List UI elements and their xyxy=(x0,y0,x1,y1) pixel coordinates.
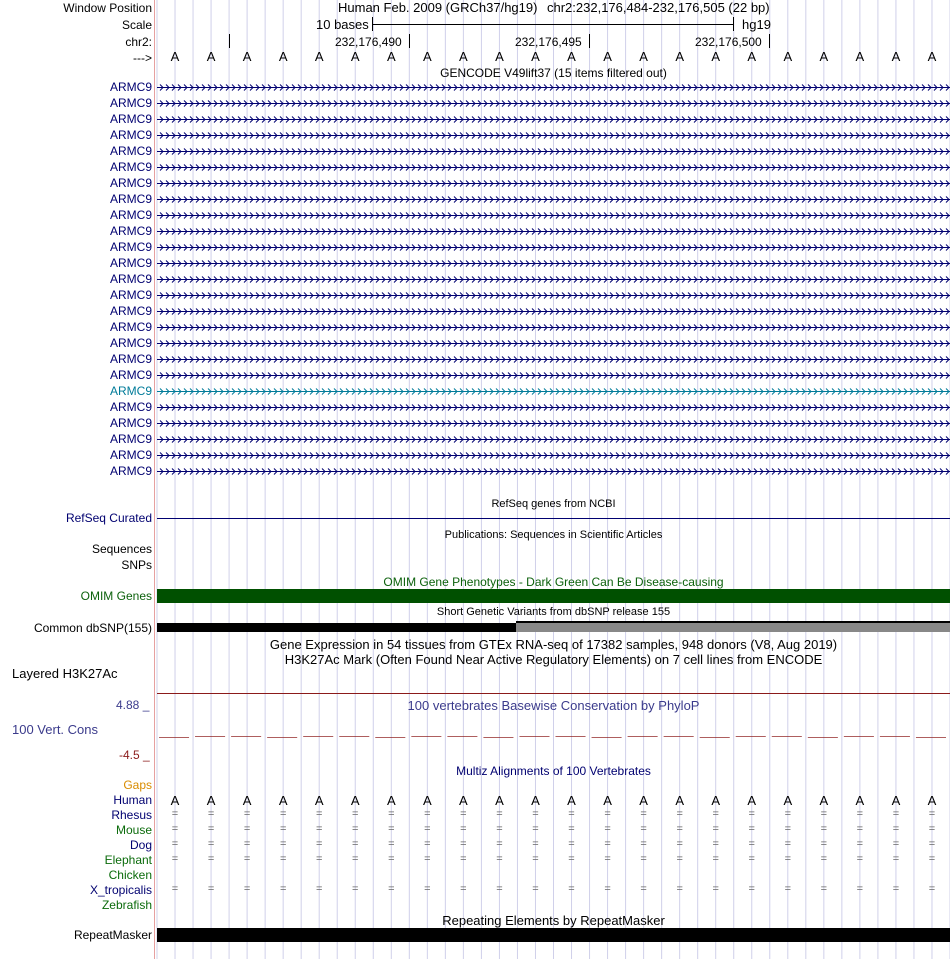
chrom-label: chr2: xyxy=(125,35,152,49)
h3k27ac-track-title: H3K27Ac Mark (Often Found Near Active Regulatory Elements) on 7 cell lines from ENCODE xyxy=(284,652,823,667)
gencode-transcript[interactable] xyxy=(157,208,950,222)
alignment-match: = xyxy=(279,853,287,865)
gencode-gene-label[interactable]: ARMC9 xyxy=(109,416,152,430)
assembly-text: Human Feb. 2009 (GRCh37/hg19) xyxy=(338,0,538,15)
gencode-gene-label[interactable]: ARMC9 xyxy=(109,208,152,222)
base-letter: A xyxy=(819,49,829,64)
multiz-track-title: Multiz Alignments of 100 Vertebrates xyxy=(456,764,651,778)
base-letter: A xyxy=(206,49,216,64)
alignment-match: = xyxy=(460,808,467,820)
alignment-base: A xyxy=(314,793,324,808)
gencode-transcript[interactable] xyxy=(157,304,950,318)
alignment-match: = xyxy=(496,808,503,820)
alignment-match: = xyxy=(784,853,791,865)
phylop-bar xyxy=(447,736,477,737)
base-letter: A xyxy=(927,49,937,64)
refseq-gene-line[interactable] xyxy=(157,518,950,519)
dbsnp-track-label[interactable]: Common dbSNP(155) xyxy=(33,621,152,635)
dbsnp-track-title: Short Genetic Variants from dbSNP release 155 xyxy=(436,606,671,618)
alignment-match: = xyxy=(604,823,611,835)
alignment-match: = xyxy=(928,853,936,865)
scale-text: 10 bases xyxy=(316,17,369,32)
alignment-match: = xyxy=(243,823,251,835)
gencode-transcript[interactable] xyxy=(157,224,950,238)
phylop-bar xyxy=(664,736,694,737)
gencode-gene-label[interactable]: ARMC9 xyxy=(109,96,152,110)
gencode-transcript[interactable] xyxy=(157,400,950,414)
base-letter: A xyxy=(855,49,865,64)
alignment-base: A xyxy=(891,793,901,808)
alignment-match: = xyxy=(568,853,575,865)
alignment-match: = xyxy=(712,883,719,895)
alignment-match: = xyxy=(532,853,539,865)
scale-bar xyxy=(372,24,733,25)
ruler-tick xyxy=(769,34,770,48)
alignment-match: = xyxy=(207,823,215,835)
alignment-match: = xyxy=(424,853,431,865)
gencode-transcript[interactable] xyxy=(157,272,950,286)
alignment-match: = xyxy=(496,838,503,850)
gencode-transcript[interactable] xyxy=(157,128,950,142)
alignment-match: = xyxy=(928,823,936,835)
alignment-match: = xyxy=(640,883,647,895)
alignment-base: A xyxy=(278,793,288,808)
gencode-gene-label[interactable]: ARMC9 xyxy=(109,464,152,478)
base-letter: A xyxy=(567,49,576,64)
alignment-match: = xyxy=(604,838,611,850)
repeatmasker-track-title: Repeating Elements by RepeatMasker xyxy=(442,913,665,928)
alignment-match: = xyxy=(207,883,215,895)
position-text: chr2:232,176,484-232,176,505 (22 bp) xyxy=(547,0,770,15)
phylop-bar xyxy=(628,736,658,737)
repeatmasker-feature-bar[interactable] xyxy=(157,928,950,942)
gencode-gene-label[interactable]: ARMC9 xyxy=(109,240,152,254)
alignment-match: = xyxy=(171,838,179,850)
base-letter: A xyxy=(459,49,468,64)
base-letter: A xyxy=(422,49,432,64)
alignment-match: = xyxy=(676,838,683,850)
alignment-match: = xyxy=(640,808,647,820)
alignment-base: A xyxy=(855,793,865,808)
alignment-match: = xyxy=(676,808,683,820)
alignment-base: A xyxy=(350,793,360,808)
gencode-transcript[interactable] xyxy=(157,352,950,366)
gencode-gene-label[interactable]: ARMC9 xyxy=(109,144,152,158)
alignment-match: = xyxy=(568,823,575,835)
phylop-bar xyxy=(772,736,802,737)
gencode-gene-label[interactable]: ARMC9 xyxy=(109,80,152,94)
alignment-match: = xyxy=(496,853,503,865)
alignment-match: = xyxy=(712,823,719,835)
base-letter: A xyxy=(531,49,540,64)
phylop-bar xyxy=(375,737,405,738)
alignment-base: A xyxy=(639,793,648,808)
gencode-transcript[interactable] xyxy=(157,112,950,126)
phylop-bar xyxy=(159,737,189,738)
gencode-gene-label[interactable]: ARMC9 xyxy=(109,352,152,366)
alignment-match: = xyxy=(352,823,359,835)
gencode-gene-label[interactable]: ARMC9 xyxy=(109,224,152,238)
gencode-gene-label[interactable]: ARMC9 xyxy=(109,448,152,462)
db-text: hg19 xyxy=(742,17,771,32)
alignment-match: = xyxy=(640,823,647,835)
base-letter: A xyxy=(747,49,757,64)
alignment-match: = xyxy=(496,883,503,895)
gencode-transcript[interactable] xyxy=(157,240,950,254)
gaps-label[interactable]: Gaps xyxy=(123,778,152,792)
alignment-match: = xyxy=(820,853,828,865)
strand-label: ---> xyxy=(133,51,152,65)
alignment-match: = xyxy=(892,838,900,850)
h3k27ac-track-label[interactable]: Layered H3K27Ac xyxy=(12,666,118,681)
gencode-transcript[interactable] xyxy=(157,336,950,350)
alignment-match: = xyxy=(424,823,431,835)
alignment-match: = xyxy=(171,808,179,820)
alignment-match: = xyxy=(171,853,179,865)
alignment-match: = xyxy=(784,883,791,895)
alignment-match: = xyxy=(604,808,611,820)
alignment-match: = xyxy=(315,883,323,895)
dbsnp-feature-bar[interactable] xyxy=(157,623,516,632)
scale-bar-right-tick xyxy=(733,17,734,31)
alignment-base: A xyxy=(783,793,793,808)
alignment-match: = xyxy=(676,823,683,835)
alignment-match: = xyxy=(928,838,936,850)
base-letter: A xyxy=(675,49,684,64)
alignment-base: A xyxy=(422,793,432,808)
alignment-match: = xyxy=(748,883,755,895)
alignment-match: = xyxy=(388,838,395,850)
gtex-track-title: Gene Expression in 54 tissues from GTEx RNA-seq of 17382 samples, 948 donors (V8, Aug 2019) xyxy=(269,637,838,652)
alignment-match: = xyxy=(532,808,539,820)
alignment-match: = xyxy=(352,883,359,895)
base-letter: A xyxy=(314,49,324,64)
gencode-gene-label[interactable]: ARMC9 xyxy=(109,288,152,302)
alignment-base: A xyxy=(675,793,684,808)
phylop-track-title: 100 vertebrates Basewise Conservation by PhyloP xyxy=(407,698,700,713)
base-letter: A xyxy=(495,49,504,64)
base-letter: A xyxy=(891,49,901,64)
alignment-match: = xyxy=(352,853,359,865)
phylop-bar xyxy=(411,736,441,737)
base-letter: A xyxy=(350,49,360,64)
alignment-match: = xyxy=(712,853,719,865)
alignment-match: = xyxy=(820,823,828,835)
phylop-bar xyxy=(736,736,766,737)
alignment-match: = xyxy=(604,853,611,865)
gencode-transcript[interactable] xyxy=(157,320,950,334)
phylop-bar xyxy=(700,737,730,738)
alignment-match: = xyxy=(315,823,323,835)
alignment-match: = xyxy=(784,838,791,850)
gencode-gene-label[interactable]: ARMC9 xyxy=(109,400,152,414)
alignment-match: = xyxy=(856,808,864,820)
species-label[interactable]: X_tropicalis xyxy=(89,883,152,897)
alignment-match: = xyxy=(568,838,575,850)
gencode-gene-label[interactable]: ARMC9 xyxy=(109,112,152,126)
alignment-base: A xyxy=(747,793,757,808)
alignment-match: = xyxy=(856,883,864,895)
alignment-match: = xyxy=(460,823,467,835)
alignment-match: = xyxy=(496,823,503,835)
gencode-gene-label[interactable]: ARMC9 xyxy=(109,176,152,190)
alignment-match: = xyxy=(171,883,179,895)
alignment-match: = xyxy=(388,808,395,820)
alignment-match: = xyxy=(460,853,467,865)
alignment-match: = xyxy=(279,883,287,895)
species-label[interactable]: Human xyxy=(113,793,152,807)
alignment-match: = xyxy=(279,838,287,850)
alignment-match: = xyxy=(460,883,467,895)
alignment-match: = xyxy=(784,808,791,820)
phylop-bar xyxy=(267,737,297,738)
alignment-match: = xyxy=(243,883,251,895)
phylop-min-label: -4.5 _ xyxy=(119,748,150,762)
phylop-bar xyxy=(303,736,333,737)
alignment-base: A xyxy=(170,793,180,808)
publications-track-title: Publications: Sequences in Scientific Articles xyxy=(444,529,663,541)
alignment-base: A xyxy=(206,793,216,808)
refseq-track-label[interactable]: RefSeq Curated xyxy=(65,511,152,525)
gencode-gene-label[interactable]: ARMC9 xyxy=(109,304,152,318)
alignment-match: = xyxy=(748,823,755,835)
alignment-match: = xyxy=(243,838,251,850)
phylop-bar xyxy=(519,736,549,737)
alignment-base: A xyxy=(819,793,829,808)
alignment-match: = xyxy=(856,838,864,850)
species-label[interactable]: Mouse xyxy=(115,823,152,837)
phylop-bar xyxy=(592,737,622,738)
alignment-match: = xyxy=(820,883,828,895)
gencode-gene-label[interactable]: ARMC9 xyxy=(109,320,152,334)
gencode-transcript[interactable] xyxy=(157,176,950,190)
gencode-transcript[interactable] xyxy=(157,144,950,158)
gencode-gene-label[interactable]: ARMC9 xyxy=(109,432,152,446)
gencode-transcript[interactable] xyxy=(157,464,950,478)
alignment-match: = xyxy=(279,808,287,820)
gencode-transcript[interactable] xyxy=(157,416,950,430)
alignment-base: A xyxy=(459,793,468,808)
base-letter: A xyxy=(603,49,612,64)
phylop-bar xyxy=(231,736,261,737)
ruler-tick xyxy=(409,34,410,48)
alignment-match: = xyxy=(640,838,647,850)
species-label[interactable]: Elephant xyxy=(104,853,152,867)
alignment-match: = xyxy=(892,808,900,820)
alignment-match: = xyxy=(279,823,287,835)
gencode-transcript[interactable] xyxy=(157,96,950,110)
phylop-bar xyxy=(880,736,910,737)
alignment-match: = xyxy=(388,823,395,835)
gencode-gene-label[interactable]: ARMC9 xyxy=(109,160,152,174)
base-letter: A xyxy=(278,49,288,64)
scale-bar-left-tick xyxy=(372,17,373,31)
gencode-transcript[interactable] xyxy=(157,432,950,446)
alignment-match: = xyxy=(315,808,323,820)
alignment-match: = xyxy=(748,808,755,820)
phylop-bar xyxy=(483,737,513,738)
alignment-match: = xyxy=(424,838,431,850)
alignment-match: = xyxy=(532,883,539,895)
alignment-base: A xyxy=(567,793,576,808)
alignment-match: = xyxy=(207,808,215,820)
alignment-match: = xyxy=(892,823,900,835)
species-label[interactable]: Dog xyxy=(129,838,152,852)
alignment-match: = xyxy=(676,853,683,865)
alignment-base: A xyxy=(242,793,252,808)
h3k27ac-signal-line[interactable] xyxy=(157,693,950,694)
alignment-match: = xyxy=(604,883,611,895)
alignment-match: = xyxy=(388,883,395,895)
gencode-gene-label[interactable]: ARMC9 xyxy=(109,384,152,398)
phylop-bar xyxy=(916,737,946,738)
species-label[interactable]: Rhesus xyxy=(111,808,152,822)
scale-label: Scale xyxy=(121,18,152,32)
base-letter: A xyxy=(783,49,793,64)
alignment-base: A xyxy=(603,793,612,808)
ruler-tick-label: 232,176,490 xyxy=(335,35,402,49)
phylop-bar xyxy=(195,736,225,737)
alignment-match: = xyxy=(712,838,719,850)
ruler-tick-label: 232,176,500 xyxy=(695,35,762,49)
species-label[interactable]: Chicken xyxy=(108,868,152,882)
snps-label[interactable]: SNPs xyxy=(121,558,152,572)
dbsnp-feature-bar-gray[interactable] xyxy=(516,623,950,632)
alignment-match: = xyxy=(424,883,431,895)
gencode-gene-label[interactable]: ARMC9 xyxy=(109,192,152,206)
gencode-gene-label[interactable]: ARMC9 xyxy=(109,272,152,286)
base-letter: A xyxy=(170,49,180,64)
sequences-label[interactable]: Sequences xyxy=(91,542,152,556)
base-letter: A xyxy=(639,49,648,64)
alignment-match: = xyxy=(748,838,755,850)
omim-feature-bar[interactable] xyxy=(157,589,950,603)
alignment-match: = xyxy=(640,853,647,865)
alignment-match: = xyxy=(171,823,179,835)
alignment-match: = xyxy=(928,808,936,820)
alignment-match: = xyxy=(424,808,431,820)
ruler-tick-label: 232,176,495 xyxy=(515,35,582,49)
gencode-transcript[interactable] xyxy=(157,448,950,462)
alignment-match: = xyxy=(352,808,359,820)
alignment-match: = xyxy=(532,823,539,835)
alignment-match: = xyxy=(568,883,575,895)
alignment-match: = xyxy=(928,883,936,895)
alignment-base: A xyxy=(927,793,937,808)
phylop-track-label[interactable]: 100 Vert. Cons xyxy=(12,722,98,737)
gencode-transcript[interactable] xyxy=(157,384,950,398)
alignment-match: = xyxy=(532,838,539,850)
alignment-match: = xyxy=(820,808,828,820)
alignment-base: A xyxy=(531,793,540,808)
alignment-base: A xyxy=(711,793,721,808)
alignment-match: = xyxy=(820,838,828,850)
alignment-match: = xyxy=(352,838,359,850)
omim-track-title: OMIM Gene Phenotypes - Dark Green Can Be Disease-causing xyxy=(383,575,724,589)
gencode-gene-label[interactable]: ARMC9 xyxy=(109,368,152,382)
alignment-match: = xyxy=(207,853,215,865)
alignment-match: = xyxy=(207,838,215,850)
gencode-gene-label[interactable]: ARMC9 xyxy=(109,128,152,142)
alignment-match: = xyxy=(388,853,395,865)
gencode-transcript[interactable] xyxy=(157,160,950,174)
ruler-tick xyxy=(589,34,590,48)
alignment-base: A xyxy=(386,793,396,808)
alignment-match: = xyxy=(315,853,323,865)
alignment-match: = xyxy=(460,838,467,850)
alignment-match: = xyxy=(748,853,755,865)
base-letter: A xyxy=(386,49,396,64)
gencode-transcript[interactable] xyxy=(157,256,950,270)
alignment-match: = xyxy=(784,823,791,835)
gencode-track-title: GENCODE V49lift37 (15 items filtered out) xyxy=(440,66,667,80)
alignment-match: = xyxy=(892,883,900,895)
ruler-tick-minor xyxy=(229,34,230,48)
phylop-bar xyxy=(808,737,838,738)
gencode-gene-label[interactable]: ARMC9 xyxy=(109,336,152,350)
species-label[interactable]: Zebrafish xyxy=(101,898,152,912)
phylop-bar xyxy=(339,736,369,737)
phylop-max-label: 4.88 _ xyxy=(116,698,150,712)
repeatmasker-track-label[interactable]: RepeatMasker xyxy=(73,928,152,942)
gencode-transcript[interactable] xyxy=(157,80,950,94)
gencode-transcript[interactable] xyxy=(157,192,950,206)
alignment-base: A xyxy=(495,793,504,808)
phylop-bar xyxy=(844,736,874,737)
dbsnp-feature-edge xyxy=(516,621,950,623)
alignment-match: = xyxy=(243,853,251,865)
gencode-transcript[interactable] xyxy=(157,368,950,382)
alignment-match: = xyxy=(856,853,864,865)
alignment-match: = xyxy=(856,823,864,835)
omim-track-label[interactable]: OMIM Genes xyxy=(80,589,152,603)
alignment-match: = xyxy=(315,838,323,850)
gencode-transcript[interactable] xyxy=(157,288,950,302)
alignment-match: = xyxy=(243,808,251,820)
base-letter: A xyxy=(711,49,721,64)
alignment-match: = xyxy=(676,883,683,895)
refseq-track-title: RefSeq genes from NCBI xyxy=(491,498,616,510)
window-position-label: Window Position xyxy=(63,1,152,15)
alignment-match: = xyxy=(568,808,575,820)
gencode-gene-label[interactable]: ARMC9 xyxy=(109,256,152,270)
alignment-match: = xyxy=(712,808,719,820)
base-letter: A xyxy=(242,49,252,64)
alignment-match: = xyxy=(892,853,900,865)
phylop-bar xyxy=(556,736,586,737)
